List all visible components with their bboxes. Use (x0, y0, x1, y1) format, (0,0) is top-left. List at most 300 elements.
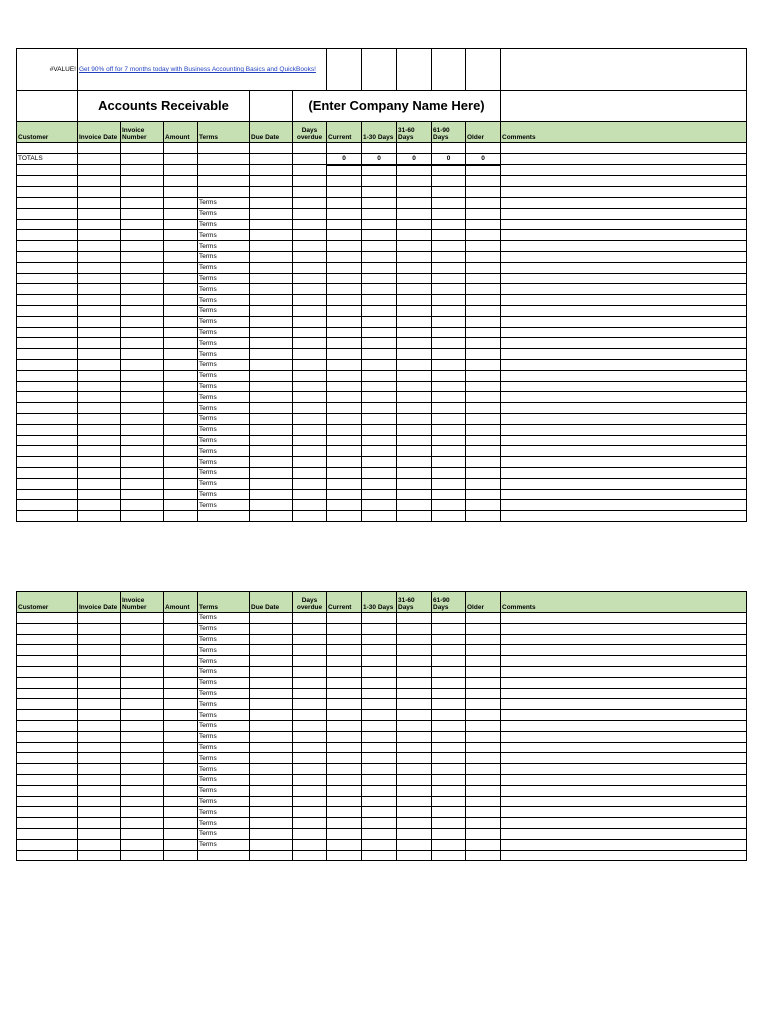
cell[interactable] (250, 381, 293, 392)
cell[interactable] (501, 197, 747, 208)
cell[interactable] (293, 359, 327, 370)
cell[interactable] (397, 710, 432, 721)
cell[interactable] (501, 688, 747, 699)
cell[interactable] (466, 720, 501, 731)
cell[interactable] (397, 774, 432, 785)
cell[interactable] (327, 613, 362, 624)
cell[interactable] (466, 187, 501, 198)
cell[interactable] (164, 381, 198, 392)
cell[interactable] (432, 176, 466, 187)
cell[interactable] (198, 143, 250, 154)
cell[interactable] (164, 165, 198, 176)
cell[interactable] (501, 413, 747, 424)
cell[interactable] (164, 295, 198, 306)
cell[interactable] (397, 403, 432, 414)
cell[interactable] (121, 381, 164, 392)
cell[interactable] (432, 785, 466, 796)
cell[interactable] (121, 511, 164, 522)
cell[interactable] (78, 818, 121, 829)
cell[interactable] (362, 656, 397, 667)
cell[interactable] (466, 764, 501, 775)
cell[interactable] (501, 153, 747, 164)
cell[interactable] (501, 241, 747, 252)
cell[interactable] (501, 489, 747, 500)
cell[interactable] (78, 197, 121, 208)
cell[interactable] (78, 338, 121, 349)
cell[interactable] (121, 613, 164, 624)
cell[interactable] (432, 634, 466, 645)
cell[interactable] (17, 413, 78, 424)
cell[interactable] (121, 634, 164, 645)
cell[interactable] (327, 688, 362, 699)
cell[interactable] (164, 796, 198, 807)
cell[interactable] (78, 435, 121, 446)
cell[interactable] (293, 230, 327, 241)
cell[interactable] (466, 753, 501, 764)
terms-cell[interactable]: Terms (198, 403, 250, 414)
cell[interactable] (327, 764, 362, 775)
terms-cell[interactable]: Terms (198, 359, 250, 370)
cell[interactable] (250, 478, 293, 489)
cell[interactable] (466, 446, 501, 457)
terms-cell[interactable]: Terms (198, 467, 250, 478)
cell[interactable] (362, 796, 397, 807)
cell[interactable] (78, 677, 121, 688)
cell[interactable] (466, 828, 501, 839)
cell[interactable] (362, 295, 397, 306)
cell[interactable] (250, 338, 293, 349)
cell[interactable] (397, 262, 432, 273)
terms-cell[interactable]: Terms (198, 435, 250, 446)
cell[interactable] (432, 478, 466, 489)
cell[interactable] (327, 284, 362, 295)
cell[interactable] (17, 262, 78, 273)
cell[interactable] (362, 478, 397, 489)
cell[interactable] (501, 338, 747, 349)
cell[interactable] (362, 613, 397, 624)
cell[interactable] (17, 850, 78, 861)
cell[interactable] (501, 381, 747, 392)
cell[interactable] (362, 764, 397, 775)
cell[interactable] (250, 273, 293, 284)
cell[interactable] (293, 774, 327, 785)
terms-cell[interactable]: Terms (198, 839, 250, 850)
terms-cell[interactable]: Terms (198, 424, 250, 435)
cell[interactable] (164, 219, 198, 230)
terms-cell[interactable]: Terms (198, 796, 250, 807)
cell[interactable] (466, 241, 501, 252)
cell[interactable] (327, 500, 362, 511)
cell[interactable] (121, 457, 164, 468)
terms-cell[interactable]: Terms (198, 230, 250, 241)
cell[interactable] (397, 807, 432, 818)
cell[interactable] (17, 489, 78, 500)
cell[interactable] (501, 143, 747, 154)
cell[interactable] (432, 349, 466, 360)
terms-cell[interactable]: Terms (198, 645, 250, 656)
cell[interactable] (501, 219, 747, 230)
cell[interactable] (362, 720, 397, 731)
cell[interactable] (78, 187, 121, 198)
cell[interactable] (432, 839, 466, 850)
cell[interactable] (17, 403, 78, 414)
cell[interactable] (327, 699, 362, 710)
cell[interactable] (466, 251, 501, 262)
cell[interactable] (164, 818, 198, 829)
cell[interactable] (327, 677, 362, 688)
cell[interactable] (362, 785, 397, 796)
cell[interactable] (121, 785, 164, 796)
cell[interactable] (293, 511, 327, 522)
cell[interactable] (397, 284, 432, 295)
cell[interactable] (198, 176, 250, 187)
cell[interactable] (362, 424, 397, 435)
cell[interactable] (466, 197, 501, 208)
cell[interactable] (121, 666, 164, 677)
cell[interactable] (466, 457, 501, 468)
cell[interactable] (293, 251, 327, 262)
cell[interactable] (17, 796, 78, 807)
cell[interactable] (250, 677, 293, 688)
cell[interactable] (250, 284, 293, 295)
cell[interactable] (293, 208, 327, 219)
cell[interactable] (293, 316, 327, 327)
cell[interactable] (501, 176, 747, 187)
cell[interactable] (327, 176, 362, 187)
cell[interactable] (164, 392, 198, 403)
cell[interactable] (466, 219, 501, 230)
cell[interactable] (327, 251, 362, 262)
terms-cell[interactable]: Terms (198, 764, 250, 775)
cell[interactable] (164, 677, 198, 688)
cell[interactable] (362, 208, 397, 219)
cell[interactable] (432, 511, 466, 522)
cell[interactable] (78, 796, 121, 807)
cell[interactable] (250, 489, 293, 500)
cell[interactable] (78, 688, 121, 699)
cell[interactable] (17, 457, 78, 468)
cell[interactable] (121, 489, 164, 500)
cell[interactable] (293, 392, 327, 403)
cell[interactable] (327, 645, 362, 656)
terms-cell[interactable]: Terms (198, 241, 250, 252)
cell[interactable] (78, 634, 121, 645)
cell[interactable] (397, 742, 432, 753)
cell[interactable] (78, 241, 121, 252)
cell[interactable] (466, 731, 501, 742)
cell[interactable] (293, 764, 327, 775)
cell[interactable] (397, 165, 432, 176)
cell[interactable] (293, 262, 327, 273)
cell[interactable] (432, 241, 466, 252)
terms-cell[interactable]: Terms (198, 295, 250, 306)
cell[interactable] (78, 764, 121, 775)
cell[interactable] (121, 774, 164, 785)
cell[interactable] (397, 392, 432, 403)
cell[interactable] (17, 284, 78, 295)
cell[interactable] (501, 764, 747, 775)
cell[interactable] (397, 143, 432, 154)
cell[interactable] (164, 153, 198, 164)
cell[interactable] (250, 165, 293, 176)
cell[interactable] (121, 262, 164, 273)
cell[interactable] (501, 316, 747, 327)
cell[interactable] (17, 634, 78, 645)
cell[interactable] (250, 305, 293, 316)
cell[interactable] (397, 500, 432, 511)
cell[interactable] (501, 349, 747, 360)
cell[interactable] (397, 613, 432, 624)
cell[interactable] (17, 613, 78, 624)
cell[interactable] (397, 699, 432, 710)
cell[interactable] (501, 392, 747, 403)
cell[interactable] (17, 720, 78, 731)
cell[interactable] (164, 262, 198, 273)
cell[interactable] (327, 753, 362, 764)
cell[interactable] (17, 381, 78, 392)
cell[interactable] (466, 688, 501, 699)
cell[interactable] (250, 807, 293, 818)
cell[interactable] (250, 435, 293, 446)
cell[interactable] (78, 176, 121, 187)
terms-cell[interactable]: Terms (198, 284, 250, 295)
terms-cell[interactable]: Terms (198, 699, 250, 710)
cell[interactable] (250, 424, 293, 435)
cell[interactable] (432, 818, 466, 829)
cell[interactable] (362, 623, 397, 634)
cell[interactable] (250, 143, 293, 154)
cell[interactable] (362, 634, 397, 645)
cell[interactable] (121, 645, 164, 656)
cell[interactable] (397, 435, 432, 446)
cell[interactable] (250, 742, 293, 753)
cell[interactable] (121, 165, 164, 176)
cell[interactable] (397, 251, 432, 262)
cell[interactable] (293, 677, 327, 688)
cell[interactable] (501, 305, 747, 316)
cell[interactable] (164, 338, 198, 349)
cell[interactable] (432, 500, 466, 511)
cell[interactable] (327, 187, 362, 198)
cell[interactable] (198, 153, 250, 164)
cell[interactable] (164, 478, 198, 489)
cell[interactable] (164, 720, 198, 731)
cell[interactable] (327, 710, 362, 721)
cell[interactable] (121, 720, 164, 731)
terms-cell[interactable]: Terms (198, 327, 250, 338)
cell[interactable] (78, 230, 121, 241)
promo-link[interactable]: Get 90% off for 7 months today with Business Accounting Basics and QuickBooks! (79, 66, 316, 73)
cell[interactable] (250, 623, 293, 634)
cell[interactable] (501, 742, 747, 753)
cell[interactable] (397, 623, 432, 634)
cell[interactable] (121, 742, 164, 753)
terms-cell[interactable]: Terms (198, 720, 250, 731)
cell[interactable] (293, 143, 327, 154)
terms-cell[interactable]: Terms (198, 753, 250, 764)
cell[interactable] (501, 500, 747, 511)
cell[interactable] (327, 467, 362, 478)
cell[interactable] (501, 295, 747, 306)
cell[interactable] (327, 381, 362, 392)
cell[interactable] (327, 666, 362, 677)
terms-cell[interactable]: Terms (198, 219, 250, 230)
cell[interactable] (432, 262, 466, 273)
cell[interactable] (17, 699, 78, 710)
cell[interactable] (466, 208, 501, 219)
cell[interactable] (501, 284, 747, 295)
cell[interactable] (121, 349, 164, 360)
cell[interactable] (327, 623, 362, 634)
cell[interactable] (78, 785, 121, 796)
terms-cell[interactable]: Terms (198, 774, 250, 785)
cell[interactable] (293, 295, 327, 306)
cell[interactable] (293, 457, 327, 468)
cell[interactable] (501, 403, 747, 414)
cell[interactable] (501, 435, 747, 446)
empty-cell[interactable] (362, 49, 397, 91)
cell[interactable] (466, 262, 501, 273)
cell[interactable] (327, 446, 362, 457)
cell[interactable] (327, 720, 362, 731)
cell[interactable] (327, 403, 362, 414)
cell[interactable] (362, 349, 397, 360)
terms-cell[interactable]: Terms (198, 208, 250, 219)
cell[interactable] (293, 818, 327, 829)
cell[interactable] (78, 489, 121, 500)
cell[interactable] (362, 230, 397, 241)
cell[interactable] (432, 645, 466, 656)
cell[interactable] (362, 742, 397, 753)
cell[interactable] (78, 742, 121, 753)
cell[interactable] (250, 839, 293, 850)
cell[interactable] (78, 251, 121, 262)
cell[interactable] (293, 165, 327, 176)
cell[interactable] (362, 457, 397, 468)
cell[interactable] (466, 392, 501, 403)
cell[interactable] (432, 446, 466, 457)
cell[interactable] (17, 742, 78, 753)
cell[interactable] (17, 656, 78, 667)
cell[interactable] (164, 634, 198, 645)
cell[interactable] (17, 774, 78, 785)
cell[interactable] (250, 731, 293, 742)
cell[interactable] (397, 424, 432, 435)
terms-cell[interactable]: Terms (198, 489, 250, 500)
cell[interactable] (293, 176, 327, 187)
cell[interactable] (17, 731, 78, 742)
cell[interactable] (250, 850, 293, 861)
cell[interactable] (362, 143, 397, 154)
cell[interactable] (78, 208, 121, 219)
cell[interactable] (121, 316, 164, 327)
cell[interactable] (17, 392, 78, 403)
cell[interactable] (250, 197, 293, 208)
cell[interactable] (250, 467, 293, 478)
cell[interactable] (432, 710, 466, 721)
cell[interactable] (293, 742, 327, 753)
cell[interactable] (293, 613, 327, 624)
cell[interactable] (250, 230, 293, 241)
cell[interactable] (164, 774, 198, 785)
cell[interactable] (293, 327, 327, 338)
cell[interactable] (466, 807, 501, 818)
cell[interactable] (327, 316, 362, 327)
cell[interactable] (121, 176, 164, 187)
cell[interactable] (293, 656, 327, 667)
cell[interactable] (164, 656, 198, 667)
cell[interactable] (432, 219, 466, 230)
cell[interactable] (432, 370, 466, 381)
cell[interactable] (121, 153, 164, 164)
cell[interactable] (501, 467, 747, 478)
cell[interactable] (432, 403, 466, 414)
cell[interactable] (17, 688, 78, 699)
cell[interactable] (397, 645, 432, 656)
cell[interactable] (17, 219, 78, 230)
terms-cell[interactable]: Terms (198, 349, 250, 360)
cell[interactable] (432, 467, 466, 478)
cell[interactable] (397, 753, 432, 764)
cell[interactable] (432, 338, 466, 349)
terms-cell[interactable]: Terms (198, 500, 250, 511)
cell[interactable] (362, 731, 397, 742)
cell[interactable] (17, 176, 78, 187)
cell[interactable] (432, 435, 466, 446)
cell[interactable] (250, 457, 293, 468)
cell[interactable] (501, 424, 747, 435)
cell[interactable] (397, 273, 432, 284)
cell[interactable] (121, 796, 164, 807)
cell[interactable] (432, 424, 466, 435)
empty-cell[interactable] (501, 91, 747, 122)
cell[interactable] (501, 446, 747, 457)
cell[interactable] (432, 197, 466, 208)
cell[interactable] (327, 828, 362, 839)
cell[interactable] (327, 634, 362, 645)
cell[interactable] (78, 392, 121, 403)
cell[interactable] (501, 753, 747, 764)
cell[interactable] (501, 677, 747, 688)
cell[interactable] (362, 413, 397, 424)
cell[interactable] (78, 613, 121, 624)
cell[interactable] (397, 656, 432, 667)
cell[interactable] (17, 349, 78, 360)
cell[interactable] (121, 710, 164, 721)
cell[interactable] (121, 623, 164, 634)
cell[interactable] (362, 666, 397, 677)
cell[interactable] (78, 645, 121, 656)
cell[interactable] (397, 381, 432, 392)
cell[interactable] (327, 143, 362, 154)
cell[interactable] (78, 349, 121, 360)
cell[interactable] (432, 413, 466, 424)
terms-cell[interactable]: Terms (198, 742, 250, 753)
cell[interactable] (17, 764, 78, 775)
empty-cell[interactable] (397, 49, 432, 91)
cell[interactable] (293, 753, 327, 764)
cell[interactable] (121, 295, 164, 306)
cell[interactable] (78, 478, 121, 489)
cell[interactable] (466, 338, 501, 349)
cell[interactable] (17, 305, 78, 316)
empty-cell[interactable] (432, 49, 466, 91)
cell[interactable] (432, 666, 466, 677)
terms-cell[interactable]: Terms (198, 688, 250, 699)
cell[interactable] (501, 187, 747, 198)
cell[interactable] (362, 197, 397, 208)
cell[interactable] (432, 699, 466, 710)
